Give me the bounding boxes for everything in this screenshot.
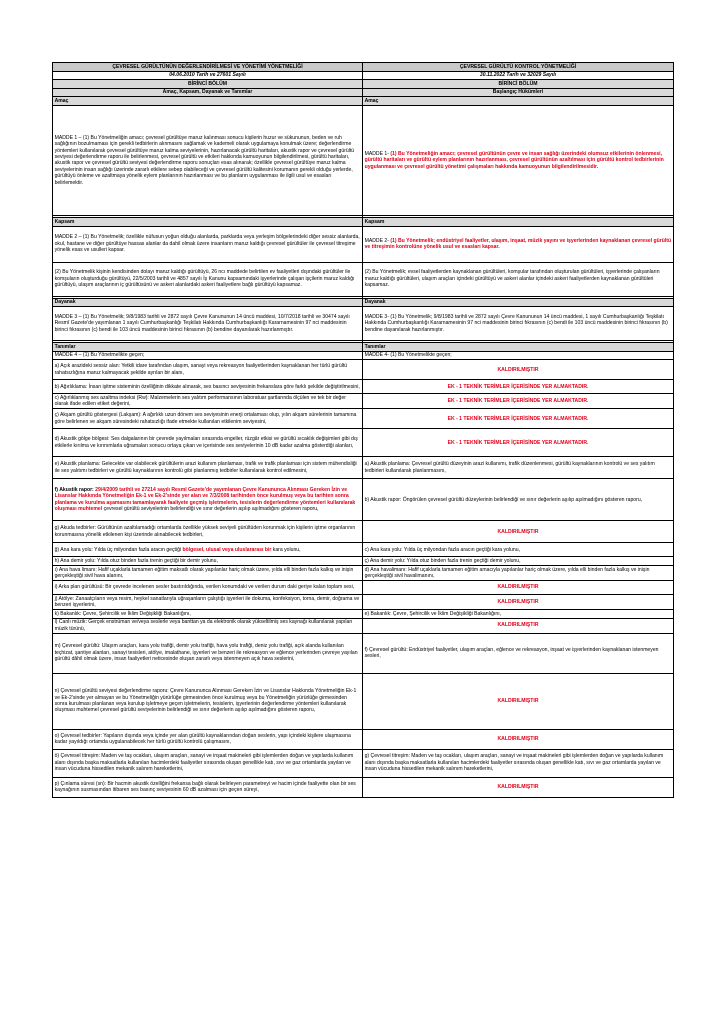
left-section-title: Kapsam xyxy=(53,217,363,226)
removed-label: KALDIRILMIŞTIR xyxy=(363,360,674,380)
right-definition: e) Bakanlık: Çevre, Şehircilik ve İklim Değişikliği Bakanlığını, xyxy=(363,609,674,618)
right-section-title: Kapsam xyxy=(363,217,674,226)
left-definition: ı) Ana hava limanı: Hafif uçaklarla tamamen eğitim maksatlı olarak yapılanlar hariç olmak üzere, yılda elli binden fazla kalkış ve inişin gerçekleştiği sivil hava alanını, xyxy=(53,565,363,580)
article-number: MADDE 1- xyxy=(364,150,391,157)
part-title-row xyxy=(53,88,674,97)
left-definition: m) Çevresel gürültü: Ulaşım araçları, kara yolu trafiği, demir yolu trafiği, hava yolu trafiği, deniz yolu trafiği, açık alanda kullanılan teçhizat, şantiye alanları, sanayi tesisleri, atölye, imalathane, işyerleri ve benzeri ile rekreasyon ve eğlence yerlerinden çevreye yayılan gürültü dâhil olmak üzere, insan faaliyetleri neticesinde oluşan zararlı veya istenmeyen açık hava seslerini, xyxy=(53,633,363,673)
left-article-text: MADDE 3 – (1) Bu Yönetmelik; 9/8/1983 tarihli ve 2872 sayılı Çevre Kanununun 14 üncü maddesi, 10/7/2018 tarihli ve 30474 sayılı Resmî Gazete'de yayımlanan 1 sayılı Cumhurbaşkanlığı Teşkilatı Hakkında Cumhurbaşkanlığı Kararnamesinin 97 nci maddesinin birinci fıkrasının (c) bendi ile 103 üncü maddesinin birinci fıkrasının (b) bendine dayanılarak hazırlanmıştır. xyxy=(53,307,363,341)
left-definition: b) Ağırlıklama: İnsan işitme sisteminin özelliğinin dikkate alınarak, ses basıncı seviyesinin frekanslara göre farklı şekilde değiştirilmesini, xyxy=(53,380,363,394)
definition-row xyxy=(53,409,674,429)
left-definition xyxy=(53,479,363,521)
moved-label: EK - 1 TEKNİK TERİMLER İÇERİSİNDE YER ALMAKTADIR. xyxy=(363,409,674,429)
definition-row xyxy=(53,777,674,797)
left-definition: p) Çınlama süresi (sn): Bir hacmin akustik özelliğini frekansa bağlı olarak belirleyen parametreyi ve hacim içinde faaliyette olan bir ses kaynağının susmasından itibaren ses basınç seviyesinin 60 dB azalması için geçen süreyi, xyxy=(53,777,363,797)
article-row xyxy=(53,307,674,341)
definition-row xyxy=(53,380,674,394)
left-definition: h) Ana demir yolu: Yılda otuz binden fazla trenin geçtiği bir demir yolunu, xyxy=(53,557,363,566)
left-section-title: Tanımlar xyxy=(53,343,363,352)
definition-row xyxy=(53,351,674,360)
left-definition: ç) Akşam gürültü göstergesi (Lakşam): A ağırlıklı uzun dönem ses seviyesinin enerji ortalaması olup, yılın akşam sürelerinin tamamına göre belirlenen ve akşam süresindeki rahatsızlığı ifade etmekte kullanılan etkilenim seviyesini, xyxy=(53,409,363,429)
right-definition: g) Çevresel titreşim: Maden ve taş ocakları, ulaşım araçları, sanayi ve inşaat makineleri gibi işlemlerden doğan ve yapılarda kullanım alanı dışında başka maksatlarla kullanılan hacimlerdeki faaliyetler sırasında oluşan genellikle katı, sıvı ve gaz ortamlarda yayılan ve insan vücuduna hissedilen mekanik salınım hareketlerini, xyxy=(363,749,674,777)
right-article-text: MADDE 3- (1) Bu Yönetmelik; 9/8/1983 tarihli ve 2872 sayılı Çevre Kanununun 14 üncü maddesi, 1 sayılı Cumhurbaşkanlığı Teşkilatı Hakkında Cumhurbaşkanlığı Kararnamesinin 97 nci maddesinin birinci fıkrasının (c) bendi ile 103 üncü maddesinin birinci fıkrasının (b) bendine dayanılarak hazırlanmıştır. xyxy=(363,307,674,341)
definition-row xyxy=(53,580,674,594)
right-regulation-date: 30.11.2022 Tarih ve 32029 Sayılı xyxy=(363,71,674,80)
left-definition: ö) Çevresel titreşim: Maden ve taş ocakları, ulaşım araçları, sanayi ve inşaat makineleri gibi işlemlerden doğan ve yapılarda kullanım alanı dışında başka maksatlarla kullanılan hacimlerdeki faaliyetler sırasında oluşan genellikle katı, sıvı ve gaz ortamlarda yayılan ve insan vücuduna hissedilen mekanik salınım hareketlerini, xyxy=(53,749,363,777)
definition-row xyxy=(53,729,674,749)
right-part: BİRİNCİ BÖLÜM xyxy=(363,80,674,89)
right-article-text xyxy=(363,226,674,262)
right-part-title: Başlangıç Hükümleri xyxy=(363,88,674,97)
left-definition: d) Akustik gölge bölgesi: Ses dalgalarının bir çevrede yayılmaları sırasında engeller, rüzgâr etkisi ve gürültü sıcaklık değişimleri gibi dış etkilerle kırılma ve kırınımlarla uğramaları sonucu ortaya çıkan ve içerisinde ses seviyelerinin 10 dB kadar azalma gösterdiği alanları, xyxy=(53,429,363,457)
moved-label: EK - 1 TEKNİK TERİMLER İÇERİSİNDE YER ALMAKTADIR. xyxy=(363,394,674,409)
removed-label: KALDIRILMIŞTIR xyxy=(363,580,674,594)
removed-label: KALDIRILMIŞTIR xyxy=(363,594,674,609)
definition-row xyxy=(53,594,674,609)
definition-row xyxy=(53,521,674,543)
definition-row xyxy=(53,429,674,457)
article-row xyxy=(53,105,674,215)
removed-label: KALDIRILMIŞTIR xyxy=(363,618,674,633)
section-heading-tanimlar xyxy=(53,343,674,352)
left-definition: c) Ağırlıklanmış ses azaltma indeksi (Rw): Malzemelerin ses yalıtım performansının laboratuar şartlarında ölçülen ve tek bir değer olarak ifade edilen etiket değerini, xyxy=(53,394,363,409)
right-definition: ç) Ana demir yolu: Yılda otuz binden fazla trenin geçtiği demir yolunu, xyxy=(363,557,674,566)
definition-row xyxy=(53,749,674,777)
changed-text: (1) Bu Yönetmelik; endüstriyel faaliyetler, ulaşım, inşaat, müzik yayını ve işyerlerinden kaynaklanan çevresel gürültü ve titreşimin kontrolüne yönelik usul ve esasları kapsar. xyxy=(364,237,672,251)
section-heading-dayanak xyxy=(53,298,674,307)
left-definition: i) Arka plan gürültüsü: Bir çevrede incelenen sesler bastırıldığında, verilen konumdaki ve verilen durum daki geriye kalan toplam sesi, xyxy=(53,580,363,594)
left-definition: a) Açık arazideki sessiz alan: Yetkili idare tarafından ulaşım, sanayi veya rekreasyon faaliyetlerinden kaynaklanan her türlü gürültü rahatsızlığına maruz kalmayacak şekilde ayrılan bir alanı, xyxy=(53,360,363,380)
left-definition: j) Atölye: Zanaatçıların veya resim, heykel sanatlarıyla uğraşanların çalıştığı işyerleri ile dokuma, konfeksiyon, torna, demir, doğrama ve benzeri işyerlerini, xyxy=(53,594,363,609)
left-section-title: Amaç xyxy=(53,97,363,106)
definition-row xyxy=(53,633,674,673)
definition-row xyxy=(53,543,674,557)
title-row xyxy=(53,63,674,72)
removed-label: KALDIRILMIŞTIR xyxy=(363,729,674,749)
definition-row xyxy=(53,394,674,409)
date-row xyxy=(53,71,674,80)
right-section-title: Tanımlar xyxy=(363,343,674,352)
changed-text: 29/4/2009 tarihli ve 27214 sayılı Resmî Gazete'de yayımlanan Çevre Kanununca Alınması Gereken İzin ve Lisanslar Hakkında Yönetmeliğin Ek-1 ve Ek-2'sinde yer alan ve 7/3/2008 tarihinden önce kurulmuş veya bu tarihten sonra planlama ve kurulma aşamasını tamamlayarak faaliyete geçmiş işletmelerin, tesislerin değerlendirme yöntemleri kullanılarak oluşması muhtemel xyxy=(54,487,356,513)
definition-row xyxy=(53,557,674,566)
right-definition: c) Ana kara yolu: Yılda üç milyondan fazla aracın geçtiği kara yolunu, xyxy=(363,543,674,557)
left-definition: MADDE 4 – (1) Bu Yönetmelikte geçen; xyxy=(53,351,363,360)
definition-text: çevresel gürültü seviyelerinin belirlendiği ve sınır değerlerin aşılıp aşılmadığını gösteren raporu, xyxy=(102,506,319,513)
left-definition: e) Akustik planlama: Gelecekte var olabilecek gürültülerin arazi kullanım planlaması, trafik ve trafik planlaması için sistem mühendisliği ile ses yalıtımı tedbirleri ve gürültü kaynaklarının kontrolü gibi planlanmış tedbirler kullanılarak kontrol edilmesini, xyxy=(53,457,363,479)
moved-label: EK - 1 TEKNİK TERİMLER İÇERİSİNDE YER ALMAKTADIR. xyxy=(363,380,674,394)
term-label: f) Akustik rapor: xyxy=(54,487,96,494)
left-definition: g) Akuda tedbirler: Gürültünün azaltılamadığı ortamlarda özellikle yüksek seviyeli gürültüden korunmak için kişilerin iştme organlarının korunmasına yönelik etkilenen kişi üzerinde alınabilecek tedbirleri, xyxy=(53,521,363,543)
definition-text: kara yolunu, xyxy=(271,546,301,553)
definition-row xyxy=(53,360,674,380)
definition-row xyxy=(53,673,674,729)
comparison-document xyxy=(52,62,673,798)
removed-label: KALDIRILMIŞTIR xyxy=(363,777,674,797)
left-definition: n) Çevresel gürültü seviyesi değerlendirme raporu: Çevre Kanununca Alınması Gereken İzin ve Lisanslar Hakkında Yönetmeliğin Ek-1 ve Ek-2'sinde yer almayan ve bu Yönetmeliğin yürürlüğe girmesinden önce kurulmuş veya bu Yönetmeliğin yürürlüğe girmesinden sonra kurulması planlanan veya kurulup işletmeye geçen işletmelerin, tesislerin, işyerlerinin değerlendirme yöntemleri kullanılarak oluşması muhtemel çevresel gürültü seviyelerinin belirlendiği ve sınır değerlerin aşılıp aşılmadığını gösteren raporu, xyxy=(53,673,363,729)
changed-text: bölgesel, ulusal veya uluslararası bir xyxy=(182,546,272,553)
article-row xyxy=(53,226,674,262)
removed-label: KALDIRILMIŞTIR xyxy=(363,521,674,543)
right-regulation-title: ÇEVRESEL GÜRÜLTÜ KONTROL YÖNETMELİĞİ xyxy=(363,63,674,72)
right-section-title: Dayanak xyxy=(363,298,674,307)
left-definition: k) Bakanlık: Çevre, Şehircilik ve İklim Değişikliği Bakanlığını, xyxy=(53,609,363,618)
right-section-title: Amaç xyxy=(363,97,674,106)
changed-text: (1) Bu Yönetmeliğin amacı; çevresel gürültünün çevre ve insan sağlığı üzerindeki olumsuz etkilerinin önlenmesi, gürültü haritaları ve gürültü eylem planlarının hazırlanması, çevresel gürültünün azaltılması için gürültü kontrol tedbirlerinin uygulanması ve çevresel gürültü yönetimi çalışmaları hakkında kamuoyunun bilgilendirilmesidir. xyxy=(364,150,664,170)
comparison-table xyxy=(52,62,674,798)
left-article-text: MADDE 2 – (1) Bu Yönetmelik; özellikle nüfusun yoğun olduğu alanlarda, parklarda veya yerleşim bölgelerindeki diğer sessiz alanlarda, okul, hastane ve diğer gürültüye hassas alanlar da dahil olmak üzere insanların maruz kaldığı çevresel gürültüler ile çevresel titreşime yönelik esas ve usulleri kapsar. xyxy=(53,226,363,262)
right-article-text xyxy=(363,105,674,215)
definition-row xyxy=(53,618,674,633)
definition-row xyxy=(53,565,674,580)
part-row xyxy=(53,80,674,89)
right-definition: f) Çevresel gürültü: Endüstriyel faaliyetler, ulaşım araçları, eğlence ve rekreasyon, inşaat ve işyerlerinden kaynaklanan istenmeyen sesleri, xyxy=(363,633,674,673)
article-row xyxy=(53,262,674,296)
left-part-title: Amaç, Kapsam, Dayanak ve Tanımlar xyxy=(53,88,363,97)
definition-text: ğ) Ana kara yolu: Yılda üç milyondan fazla aracın geçtiği xyxy=(54,546,183,553)
left-regulation-title: ÇEVRESEL GÜRÜLTÜNÜN DEĞERLENDİRİLMESİ VE YÖNETİMİ YÖNETMELİĞİ xyxy=(53,63,363,72)
article-number: MADDE 2- xyxy=(364,237,391,244)
left-definition xyxy=(53,543,363,557)
left-regulation-date: 04.06.2010 Tarih ve 27601 Sayılı xyxy=(53,71,363,80)
section-heading-amac xyxy=(53,97,674,106)
definition-row xyxy=(53,479,674,521)
moved-label: EK - 1 TEKNİK TERİMLER İÇERİSİNDE YER ALMAKTADIR. xyxy=(363,429,674,457)
removed-label: KALDIRILMIŞTIR xyxy=(363,673,674,729)
left-definition: l) Canlı müzik: Gerçek enstrüman ve/veya seslerle veya banttan ya da elektronik olarak yükseltilmiş ses kaynağı kullanılarak yapılan müzik türünü, xyxy=(53,618,363,633)
left-definition: o) Çevresel tedbirler: Yapıların dışında veya içinde yer alan gürültü kaynaklarından doğan seslerin, yapı içindeki kişilere ulaşmasına kadar yayıldığı ortamda uygulanabilecek her türlü gürültü kontrolü çalışmasını, xyxy=(53,729,363,749)
right-definition: MADDE 4- (1) Bu Yönetmelikte geçen; xyxy=(363,351,674,360)
left-part: BİRİNCİ BÖLÜM xyxy=(53,80,363,89)
right-definition: b) Akustik rapor: Öngörülen çevresel gürültü düzeylerinin belirlendiği ve sınır değerlerin aşılıp aşılmadığını gösteren raporu, xyxy=(363,479,674,521)
right-definition: a) Akustik planlama: Çevresel gürültü düzeyinin arazi kullanımı, trafik düzenlenmesi, gürültü kaynaklarının kontrolü ve ses yalıtım tedbirleri kullanılarak planlanmasını, xyxy=(363,457,674,479)
section-heading-kapsam xyxy=(53,217,674,226)
definition-row xyxy=(53,457,674,479)
definition-row xyxy=(53,609,674,618)
left-section-title: Dayanak xyxy=(53,298,363,307)
left-article-text: MADDE 1 – (1) Bu Yönetmeliğin amacı; çevresel gürültüye maruz kalınması sonucu kişilerin huzur ve sükununun, beden ve ruh sağlığının bozulmaması için gerekli tedbirlerin alınmasını sağlamak ve kademeli olarak uygulamaya konulmak üzere; değerlendirme yöntemleri kullanılarak çevresel gürültüye maruz kalma seviyelerinin, hazırlanacak gürültü haritaları, akustik rapor ve çevresel gürültü seviyesi değerlendirme raporu ile belirlenmesi, çevresel gürültü ve etkileri hakkında kamuoyunun bilgilendirilmesi, gürültü haritaları, akustik rapor ve çevresel gürültü seviyesi değerlendirme raporu sonuçları esas alınarak; özellikle çevresel gürültüye maruz kalma seviyelerinin insan sağlığı üzerinde zararlı etkilere sebep olabileceği ve çevresel gürültü kalitesini korumanın gerekli olduğu yerlerde, gürültüyü önleme ve azaltmaya yönelik eylem planlarının hazırlanması ve bu planların uygulanması ile ilgili usul ve esasları belirlemektir. xyxy=(53,105,363,215)
right-definition: d) Ana havalimanı: Hafif uçaklarla tamamen eğitim amacıyla yapılanlar hariç olmak üzere, yılda elli binden fazla kalkış ve inişin gerçekleştiği sivil havalimanını, xyxy=(363,565,674,580)
left-article-text: (2) Bu Yönetmelik kişinin kendisinden dolayı maruz kaldığı gürültüyü, 26 ncı maddede belirtilen ev faaliyetleri dışındaki gürültüler ile komşuların oluşturduğu gürültüyü, 22/5/2003 tarihli ve 4857 sayılı İş Kanunu kapsamındaki işyerlerinde çalışan işçilerin maruz kaldığı gürültüyü, ulaşım araçlarının iç gürültüsünü ve askeri alanlardaki askeri faaliyetlere bağlı gürültüyü kapsamaz. xyxy=(53,262,363,296)
right-article-text: (2) Bu Yönetmelik; evsel faaliyetlerden kaynaklanan gürültüleri, komşular tarafından oluşturulan gürültüleri, işyerlerinde çalışanların maruz kaldığı gürültüleri, ulaşım araçları içindeki gürültüyü ve askeri alanlar içindeki askeri faaliyetlerden kaynaklanan gürültüleri kapsamaz. xyxy=(363,262,674,296)
